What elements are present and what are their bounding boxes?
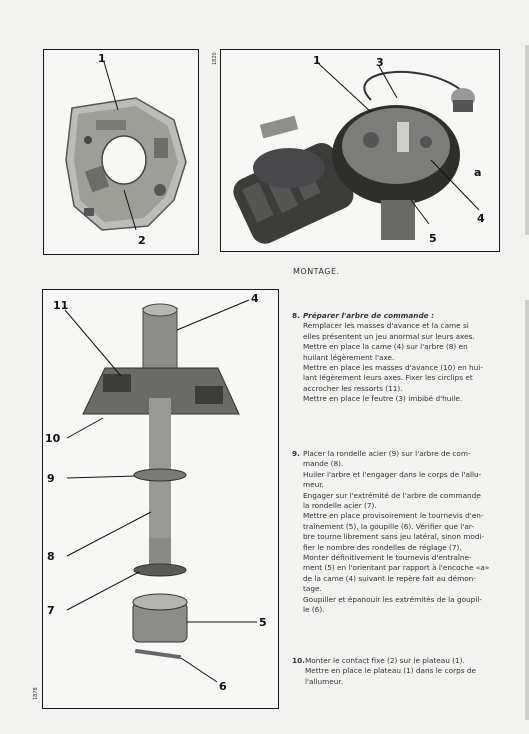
callout-4: 4 bbox=[477, 212, 485, 225]
step-line: huilant légèrement l'axe. bbox=[303, 352, 395, 362]
step-8 bbox=[292, 311, 504, 405]
step-line: meur. bbox=[303, 480, 324, 490]
step-line: Mettre en place les masses d'avance (10) en hui- bbox=[303, 363, 483, 373]
callout-5: 5 bbox=[259, 616, 267, 629]
step-line: le (6). bbox=[303, 605, 325, 615]
step-line: la rondelle acier (7). bbox=[303, 501, 377, 511]
step-10 bbox=[292, 656, 504, 687]
step-line: de la came (4) suivant le repère fait au démon- bbox=[303, 573, 476, 583]
step-number: 10. bbox=[292, 656, 305, 665]
callout-1: 1 bbox=[98, 52, 106, 65]
figure-id: 1820 bbox=[212, 52, 218, 65]
shaft-illustration bbox=[43, 290, 278, 708]
callout-3: 3 bbox=[376, 56, 384, 69]
scan-edge bbox=[525, 45, 529, 235]
callout-5: 5 bbox=[429, 232, 437, 245]
step-line: traînement (5), la goupille (6). Vérifier que l'ar- bbox=[303, 521, 474, 531]
step-line: Goupiller et épanouir les extrémités de la goupil- bbox=[303, 594, 483, 604]
step-line: tage. bbox=[303, 584, 322, 594]
step-line: Monter le contact fixe (2) sur le plateau (1). bbox=[305, 656, 465, 665]
step-line: Huiler l'arbre et l'engager dans le corps de l'allu- bbox=[303, 469, 482, 479]
callout-6: 6 bbox=[219, 680, 227, 693]
step-line: Placer la rondelle acier (9) sur l'arbre de com- bbox=[303, 449, 471, 458]
photo-drive-shaft bbox=[42, 289, 279, 709]
step-number: 8. bbox=[292, 311, 300, 320]
callout-7: 7 bbox=[47, 604, 55, 617]
step-line: mande (8). bbox=[303, 459, 344, 469]
step-line: elles présentent un jeu anormal sur leurs axes. bbox=[303, 331, 475, 341]
step-number: 9. bbox=[292, 449, 300, 458]
callout-8: 8 bbox=[47, 550, 55, 563]
step-line: Mettre en place la came (4) sur l'arbre (8) en bbox=[303, 342, 468, 352]
scan-edge bbox=[525, 300, 529, 720]
step-line: Mettre en place le plateau (1) dans le corps de bbox=[305, 666, 476, 676]
plate-illustration bbox=[44, 50, 198, 254]
step-line: Mettre en place le feutre (3) imbibé d'huile. bbox=[303, 394, 463, 404]
callout-10: 10 bbox=[45, 432, 61, 445]
callout-1: 1 bbox=[313, 54, 321, 67]
callout-9: 9 bbox=[47, 472, 55, 485]
step-9 bbox=[292, 449, 504, 616]
step-line: Monter définitivement le tournevis d'entraîne- bbox=[303, 553, 472, 563]
step-line: ment (5) en l'orientant par rapport à l'encoche «a» bbox=[303, 563, 490, 573]
assembly-illustration bbox=[221, 50, 499, 251]
step-line: Remplacer les masses d'avance et la came si bbox=[303, 321, 469, 331]
step-line: bre tourne librement sans jeu latéral, sinon modi- bbox=[303, 532, 485, 542]
callout-4: 4 bbox=[251, 292, 259, 305]
step-line: lant légèrement leurs axes. Fixer les circlips et bbox=[303, 373, 473, 383]
step-line: Engager sur l'extrémité de l'arbre de commande bbox=[303, 490, 481, 500]
callout-a: a bbox=[474, 166, 482, 179]
photo-distributor-plate bbox=[43, 49, 199, 255]
step-line: fier le nombre des rondelles de réglage (7). bbox=[303, 542, 462, 552]
step-line: l'allumeur. bbox=[305, 676, 344, 686]
step-title: Préparer l'arbre de commande : bbox=[303, 311, 435, 320]
callout-11: 11 bbox=[53, 299, 69, 312]
section-caption: MONTAGE. bbox=[293, 267, 340, 276]
photo-distributor-assembly bbox=[220, 49, 500, 252]
step-line: Mettre en place provisoirement le tournevis d'en- bbox=[303, 511, 484, 521]
callout-2: 2 bbox=[138, 234, 146, 247]
step-line: accrocher les ressorts (11). bbox=[303, 383, 403, 393]
figure-id: 1878 bbox=[33, 687, 39, 700]
